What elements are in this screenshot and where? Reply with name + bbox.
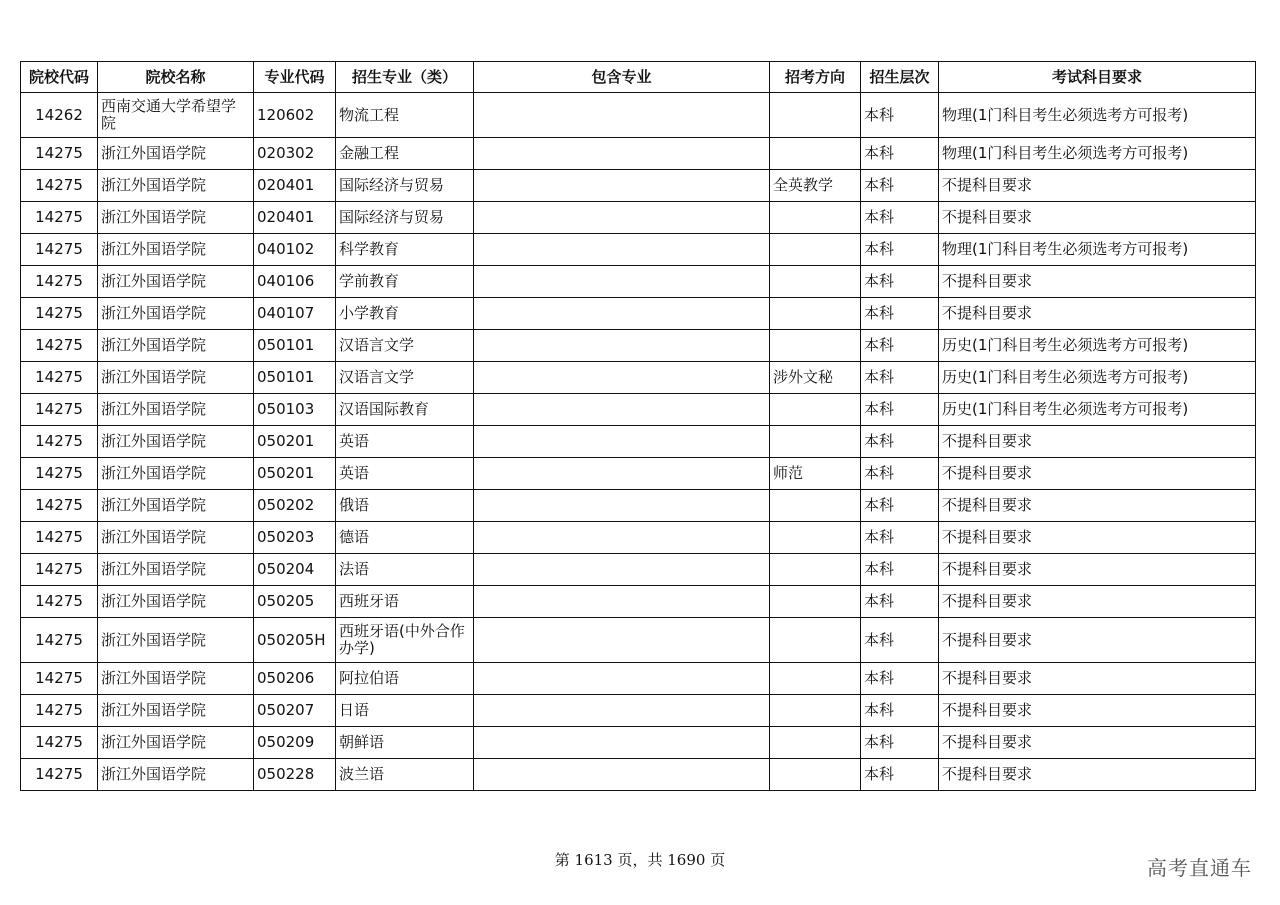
cell-level: 本科 [861, 202, 939, 234]
cell-requirement: 不提科目要求 [939, 586, 1256, 618]
cell-school-code: 14275 [21, 298, 98, 330]
cell-major: 英语 [336, 458, 474, 490]
cell-requirement: 不提科目要求 [939, 458, 1256, 490]
cell-school-code: 14275 [21, 759, 98, 791]
cell-includes [474, 586, 770, 618]
cell-school-code: 14275 [21, 458, 98, 490]
table-row [21, 695, 1256, 727]
cell-school-code: 14275 [21, 234, 98, 266]
cell-major-code: 050205 [254, 586, 336, 618]
cell-direction [770, 330, 861, 362]
cell-major-code: 020401 [254, 170, 336, 202]
cell-major: 日语 [336, 695, 474, 727]
cell-level: 本科 [861, 458, 939, 490]
cell-school-code: 14275 [21, 554, 98, 586]
cell-includes [474, 170, 770, 202]
cell-major-code: 050228 [254, 759, 336, 791]
cell-major-code: 050202 [254, 490, 336, 522]
cell-school-name: 浙江外国语学院 [98, 394, 254, 426]
cell-includes [474, 663, 770, 695]
cell-requirement: 历史(1门科目考生必须选考方可报考) [939, 330, 1256, 362]
cell-school-name: 浙江外国语学院 [98, 618, 254, 663]
cell-school-code: 14275 [21, 426, 98, 458]
cell-level: 本科 [861, 586, 939, 618]
cell-major-code: 050206 [254, 663, 336, 695]
cell-school-code: 14275 [21, 618, 98, 663]
table-row [21, 298, 1256, 330]
cell-school-name: 浙江外国语学院 [98, 170, 254, 202]
cell-major-code: 050205H [254, 618, 336, 663]
cell-direction [770, 266, 861, 298]
cell-direction [770, 234, 861, 266]
cell-major: 法语 [336, 554, 474, 586]
cell-school-code: 14275 [21, 663, 98, 695]
cell-school-name: 浙江外国语学院 [98, 362, 254, 394]
page-number: 第 1613 页，共 1690 页 [554, 851, 726, 869]
table-row [21, 759, 1256, 791]
watermark-logo: 高考直通车 [1147, 856, 1252, 880]
table-row [21, 458, 1256, 490]
cell-includes [474, 426, 770, 458]
table-row [21, 202, 1256, 234]
cell-direction [770, 138, 861, 170]
cell-level: 本科 [861, 394, 939, 426]
cell-level: 本科 [861, 554, 939, 586]
cell-includes [474, 362, 770, 394]
cell-requirement: 不提科目要求 [939, 554, 1256, 586]
cell-direction [770, 522, 861, 554]
cell-level: 本科 [861, 695, 939, 727]
cell-level: 本科 [861, 330, 939, 362]
cell-requirement: 不提科目要求 [939, 170, 1256, 202]
cell-major: 汉语言文学 [336, 330, 474, 362]
cell-school-code: 14275 [21, 727, 98, 759]
cell-major-code: 020302 [254, 138, 336, 170]
cell-requirement: 不提科目要求 [939, 490, 1256, 522]
table-body [21, 93, 1256, 791]
cell-major: 小学教育 [336, 298, 474, 330]
table-row [21, 138, 1256, 170]
cell-requirement: 不提科目要求 [939, 759, 1256, 791]
cell-major-code: 050204 [254, 554, 336, 586]
cell-major: 汉语国际教育 [336, 394, 474, 426]
cell-school-name: 浙江外国语学院 [98, 234, 254, 266]
cell-school-name: 浙江外国语学院 [98, 554, 254, 586]
cell-major: 汉语言文学 [336, 362, 474, 394]
cell-school-name: 浙江外国语学院 [98, 202, 254, 234]
table-row [21, 554, 1256, 586]
cell-includes [474, 618, 770, 663]
cell-requirement: 不提科目要求 [939, 618, 1256, 663]
cell-school-name: 浙江外国语学院 [98, 759, 254, 791]
cell-level: 本科 [861, 298, 939, 330]
cell-school-name: 浙江外国语学院 [98, 298, 254, 330]
cell-includes [474, 202, 770, 234]
cell-school-code: 14275 [21, 202, 98, 234]
cell-includes [474, 695, 770, 727]
cell-direction [770, 586, 861, 618]
cell-major: 西班牙语(中外合作办学) [336, 618, 474, 663]
cell-school-code: 14275 [21, 586, 98, 618]
table-row [21, 170, 1256, 202]
cell-level: 本科 [861, 618, 939, 663]
cell-includes [474, 234, 770, 266]
table-row [21, 618, 1256, 663]
cell-school-code: 14262 [21, 93, 98, 138]
cell-major: 学前教育 [336, 266, 474, 298]
cell-direction [770, 490, 861, 522]
header-major: 招生专业（类） [336, 62, 474, 93]
cell-major: 波兰语 [336, 759, 474, 791]
cell-requirement: 不提科目要求 [939, 266, 1256, 298]
cell-includes [474, 522, 770, 554]
cell-includes [474, 727, 770, 759]
cell-includes [474, 759, 770, 791]
cell-level: 本科 [861, 759, 939, 791]
cell-requirement: 物理(1门科目考生必须选考方可报考) [939, 138, 1256, 170]
cell-major: 国际经济与贸易 [336, 170, 474, 202]
cell-level: 本科 [861, 138, 939, 170]
cell-major: 朝鲜语 [336, 727, 474, 759]
cell-major-code: 050201 [254, 458, 336, 490]
cell-school-name: 浙江外国语学院 [98, 695, 254, 727]
cell-major-code: 050103 [254, 394, 336, 426]
table-row [21, 362, 1256, 394]
cell-major-code: 050209 [254, 727, 336, 759]
table-header-row [21, 62, 1256, 93]
cell-level: 本科 [861, 522, 939, 554]
cell-school-code: 14275 [21, 490, 98, 522]
cell-level: 本科 [861, 663, 939, 695]
table-row [21, 522, 1256, 554]
cell-includes [474, 138, 770, 170]
cell-school-name: 浙江外国语学院 [98, 138, 254, 170]
table-row [21, 490, 1256, 522]
cell-school-code: 14275 [21, 170, 98, 202]
cell-requirement: 物理(1门科目考生必须选考方可报考) [939, 93, 1256, 138]
cell-requirement: 不提科目要求 [939, 727, 1256, 759]
cell-level: 本科 [861, 490, 939, 522]
cell-school-name: 浙江外国语学院 [98, 490, 254, 522]
cell-level: 本科 [861, 727, 939, 759]
cell-major-code: 040102 [254, 234, 336, 266]
cell-requirement: 不提科目要求 [939, 695, 1256, 727]
cell-level: 本科 [861, 426, 939, 458]
cell-includes [474, 266, 770, 298]
cell-major-code: 050201 [254, 426, 336, 458]
cell-major-code: 050203 [254, 522, 336, 554]
cell-includes [474, 458, 770, 490]
cell-school-name: 浙江外国语学院 [98, 586, 254, 618]
cell-includes [474, 298, 770, 330]
cell-school-code: 14275 [21, 522, 98, 554]
cell-major: 国际经济与贸易 [336, 202, 474, 234]
cell-requirement: 不提科目要求 [939, 522, 1256, 554]
cell-school-code: 14275 [21, 138, 98, 170]
cell-school-name: 浙江外国语学院 [98, 522, 254, 554]
cell-school-name: 浙江外国语学院 [98, 458, 254, 490]
cell-school-name: 西南交通大学希望学院 [98, 93, 254, 138]
header-level: 招生层次 [861, 62, 939, 93]
cell-direction [770, 618, 861, 663]
admissions-table [20, 61, 1256, 791]
header-major-code: 专业代码 [254, 62, 336, 93]
cell-major: 物流工程 [336, 93, 474, 138]
cell-direction: 师范 [770, 458, 861, 490]
cell-requirement: 不提科目要求 [939, 202, 1256, 234]
cell-requirement: 物理(1门科目考生必须选考方可报考) [939, 234, 1256, 266]
cell-level: 本科 [861, 170, 939, 202]
table-row [21, 426, 1256, 458]
table-row [21, 727, 1256, 759]
table-row [21, 586, 1256, 618]
cell-school-code: 14275 [21, 695, 98, 727]
cell-major: 阿拉伯语 [336, 663, 474, 695]
cell-direction [770, 202, 861, 234]
cell-major-code: 050101 [254, 362, 336, 394]
cell-major: 俄语 [336, 490, 474, 522]
cell-major: 金融工程 [336, 138, 474, 170]
table-row [21, 663, 1256, 695]
cell-school-code: 14275 [21, 266, 98, 298]
cell-school-code: 14275 [21, 330, 98, 362]
cell-major-code: 120602 [254, 93, 336, 138]
cell-school-name: 浙江外国语学院 [98, 727, 254, 759]
header-includes: 包含专业 [474, 62, 770, 93]
cell-requirement: 历史(1门科目考生必须选考方可报考) [939, 362, 1256, 394]
cell-major-code: 020401 [254, 202, 336, 234]
cell-direction [770, 554, 861, 586]
cell-includes [474, 554, 770, 586]
cell-requirement: 历史(1门科目考生必须选考方可报考) [939, 394, 1256, 426]
cell-direction [770, 93, 861, 138]
cell-includes [474, 394, 770, 426]
table-row [21, 330, 1256, 362]
cell-school-name: 浙江外国语学院 [98, 330, 254, 362]
header-requirement: 考试科目要求 [939, 62, 1256, 93]
header-school-code: 院校代码 [21, 62, 98, 93]
table-row [21, 234, 1256, 266]
cell-level: 本科 [861, 266, 939, 298]
cell-school-name: 浙江外国语学院 [98, 426, 254, 458]
cell-direction [770, 663, 861, 695]
table-row [21, 394, 1256, 426]
cell-major-code: 040106 [254, 266, 336, 298]
cell-direction [770, 727, 861, 759]
header-school-name: 院校名称 [98, 62, 254, 93]
cell-requirement: 不提科目要求 [939, 426, 1256, 458]
cell-direction [770, 394, 861, 426]
cell-direction: 全英教学 [770, 170, 861, 202]
cell-major: 科学教育 [336, 234, 474, 266]
table-row [21, 93, 1256, 138]
cell-school-code: 14275 [21, 394, 98, 426]
cell-level: 本科 [861, 234, 939, 266]
cell-level: 本科 [861, 93, 939, 138]
cell-major: 西班牙语 [336, 586, 474, 618]
cell-level: 本科 [861, 362, 939, 394]
cell-requirement: 不提科目要求 [939, 298, 1256, 330]
cell-major: 德语 [336, 522, 474, 554]
cell-includes [474, 490, 770, 522]
cell-requirement: 不提科目要求 [939, 663, 1256, 695]
cell-direction [770, 298, 861, 330]
cell-direction [770, 759, 861, 791]
cell-major-code: 040107 [254, 298, 336, 330]
cell-major: 英语 [336, 426, 474, 458]
cell-school-name: 浙江外国语学院 [98, 266, 254, 298]
cell-major-code: 050101 [254, 330, 336, 362]
cell-includes [474, 330, 770, 362]
cell-school-code: 14275 [21, 362, 98, 394]
cell-direction: 涉外文秘 [770, 362, 861, 394]
cell-includes [474, 93, 770, 138]
cell-direction [770, 695, 861, 727]
table-row [21, 266, 1256, 298]
cell-direction [770, 426, 861, 458]
cell-school-name: 浙江外国语学院 [98, 663, 254, 695]
cell-major-code: 050207 [254, 695, 336, 727]
header-direction: 招考方向 [770, 62, 861, 93]
